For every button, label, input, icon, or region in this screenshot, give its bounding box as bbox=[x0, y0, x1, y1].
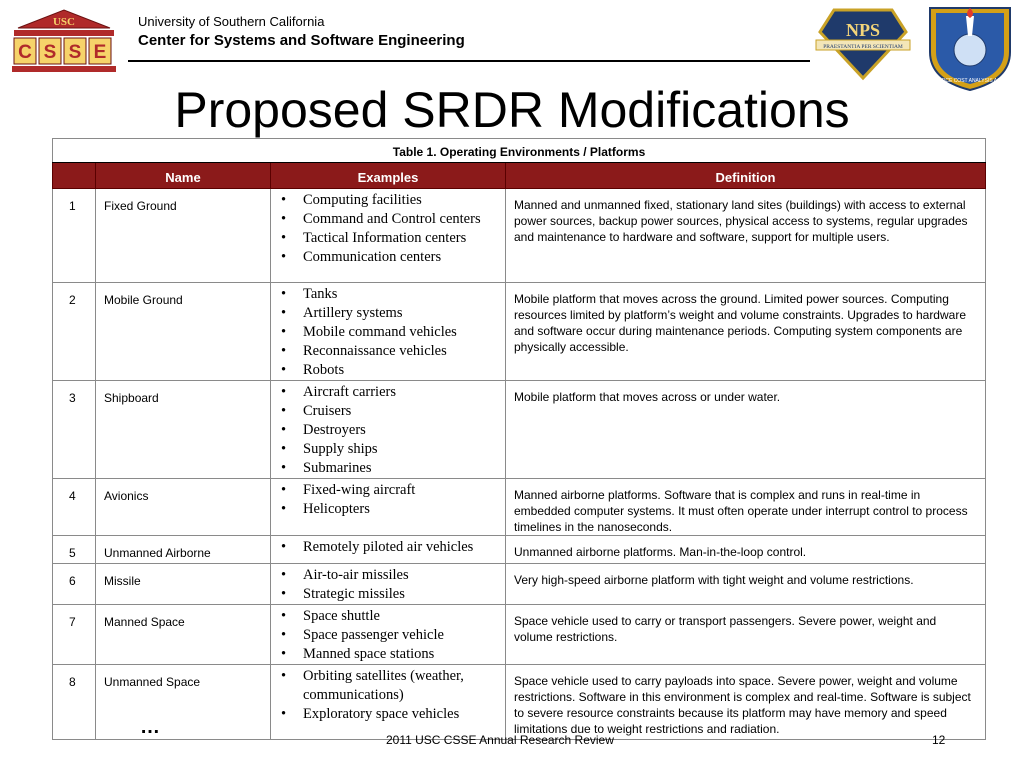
table-row bbox=[53, 479, 986, 536]
row-number: 7 bbox=[53, 605, 96, 665]
platform-name: Manned Space bbox=[96, 605, 271, 665]
platform-name: Mobile Ground bbox=[96, 283, 271, 381]
row-number: 3 bbox=[53, 381, 96, 479]
ellipsis: … bbox=[140, 716, 162, 738]
platform-name: Avionics bbox=[96, 479, 271, 536]
platform-examples bbox=[271, 479, 506, 536]
nps-motto: PRAESTANTIA PER SCIENTIAM bbox=[823, 44, 903, 50]
example-item: • Fixed-wing aircraft bbox=[279, 481, 505, 500]
platform-examples bbox=[271, 564, 506, 605]
header-rule bbox=[128, 60, 810, 62]
example-item: • Strategic missiles bbox=[279, 585, 505, 604]
header-examples: Examples bbox=[271, 163, 506, 189]
example-item: • Aircraft carriers bbox=[279, 383, 505, 402]
platform-definition: Space vehicle used to carry or transport passengers. Severe power, weight and volume restrictions. bbox=[506, 605, 986, 665]
row-number: 4 bbox=[53, 479, 96, 536]
example-item: • Exploratory space vehicles bbox=[279, 705, 505, 724]
platform-name: Shipboard bbox=[96, 381, 271, 479]
platform-name: Missile bbox=[96, 564, 271, 605]
platform-definition: Space vehicle used to carry payloads into space. Severe power, weight and volume restrictions. Software in this environment is complex and real-time. Software is subject to severe resource constraints because its platform may have memory and speed limitations due to weight restrictions and radiation. bbox=[506, 665, 986, 740]
csse-logo-letter: S bbox=[43, 42, 57, 63]
example-item: • Reconnaissance vehicles bbox=[279, 342, 505, 361]
platform-definition: Very high-speed airborne platform with tight weight and volume restrictions. bbox=[506, 564, 986, 605]
table-row bbox=[53, 564, 986, 605]
csse-logo-letter: E bbox=[93, 42, 107, 63]
example-item: • Air-to-air missiles bbox=[279, 566, 505, 585]
af-logo-text: AIR FORCE COST ANALYSIS AGENCY bbox=[925, 78, 1015, 84]
example-item: • Space shuttle bbox=[279, 607, 505, 626]
table-caption: Table 1. Operating Environments / Platforms bbox=[53, 139, 986, 163]
platform-examples bbox=[271, 381, 506, 479]
operating-environments-table bbox=[52, 138, 985, 740]
example-item: • Artillery systems bbox=[279, 304, 505, 323]
header-number bbox=[53, 163, 96, 189]
header-definition: Definition bbox=[506, 163, 986, 189]
example-item: • Computing facilities bbox=[279, 191, 505, 210]
row-number: 8 bbox=[53, 665, 96, 740]
header-name: Name bbox=[96, 163, 271, 189]
university-name: University of Southern California bbox=[138, 14, 325, 29]
platform-name: Unmanned Airborne bbox=[96, 536, 271, 564]
platform-examples bbox=[271, 605, 506, 665]
air-force-logo bbox=[922, 2, 1018, 92]
platform-definition: Manned airborne platforms. Software that is complex and runs in real-time in embedded computer systems. It must often operate under interrupt control to process timelines in the nanoseconds. bbox=[506, 479, 986, 536]
example-item: • Destroyers bbox=[279, 421, 505, 440]
example-item: • Orbiting satellites (weather, communications) bbox=[279, 667, 505, 705]
table-row bbox=[53, 381, 986, 479]
example-item: • Tactical Information centers bbox=[279, 229, 505, 248]
platform-name: Fixed Ground bbox=[96, 189, 271, 283]
table-row bbox=[53, 283, 986, 381]
example-item: • Manned space stations bbox=[279, 645, 505, 664]
usc-logo-text: USC bbox=[52, 16, 76, 28]
page-number: 12 bbox=[932, 733, 946, 747]
footer-text: 2011 USC CSSE Annual Research Review bbox=[386, 733, 614, 747]
center-name: Center for Systems and Software Engineering bbox=[138, 32, 465, 49]
platform-definition: Manned and unmanned fixed, stationary land sites (buildings) with access to external power sources, backup power sources, physical access to systems, regular upgrades and maintenance to hardware and software, support for multiple users. bbox=[506, 189, 986, 283]
example-item: • Communication centers bbox=[279, 248, 505, 267]
platform-examples bbox=[271, 189, 506, 283]
example-item: • Helicopters bbox=[279, 500, 505, 519]
platform-definition: Mobile platform that moves across the ground. Limited power sources. Computing resources limited by platform’s weight and volume constraints. Upgrades to hardware and software occur during maintenance periods. Computing system components are physically accessible. bbox=[506, 283, 986, 381]
usc-csse-logo bbox=[8, 8, 120, 76]
table-row bbox=[53, 189, 986, 283]
row-number: 5 bbox=[53, 536, 96, 564]
example-item: • Space passenger vehicle bbox=[279, 626, 505, 645]
example-item: • Supply ships bbox=[279, 440, 505, 459]
platform-name: Unmanned Space bbox=[96, 665, 271, 740]
table-row bbox=[53, 605, 986, 665]
example-item: • Submarines bbox=[279, 459, 505, 478]
example-item: • Cruisers bbox=[279, 402, 505, 421]
platform-definition: Unmanned airborne platforms. Man-in-the-loop control. bbox=[506, 536, 986, 564]
row-number: 2 bbox=[53, 283, 96, 381]
row-number: 1 bbox=[53, 189, 96, 283]
slide-title: Proposed SRDR Modifications bbox=[174, 82, 850, 138]
platform-examples bbox=[271, 665, 506, 740]
platform-definition: Mobile platform that moves across or under water. bbox=[506, 381, 986, 479]
table-row bbox=[53, 665, 986, 740]
nps-logo bbox=[812, 4, 914, 82]
csse-logo-letter: C bbox=[18, 42, 32, 63]
nps-logo-text: NPS bbox=[845, 20, 881, 40]
example-item: • Remotely piloted air vehicles bbox=[279, 538, 505, 557]
example-item: • Robots bbox=[279, 361, 505, 380]
platform-examples bbox=[271, 283, 506, 381]
row-number: 6 bbox=[53, 564, 96, 605]
example-item: • Mobile command vehicles bbox=[279, 323, 505, 342]
platform-examples bbox=[271, 536, 506, 564]
csse-logo-letter: S bbox=[68, 42, 82, 63]
example-item: • Command and Control centers bbox=[279, 210, 505, 229]
example-item: • Tanks bbox=[279, 285, 505, 304]
table-row bbox=[53, 536, 986, 564]
